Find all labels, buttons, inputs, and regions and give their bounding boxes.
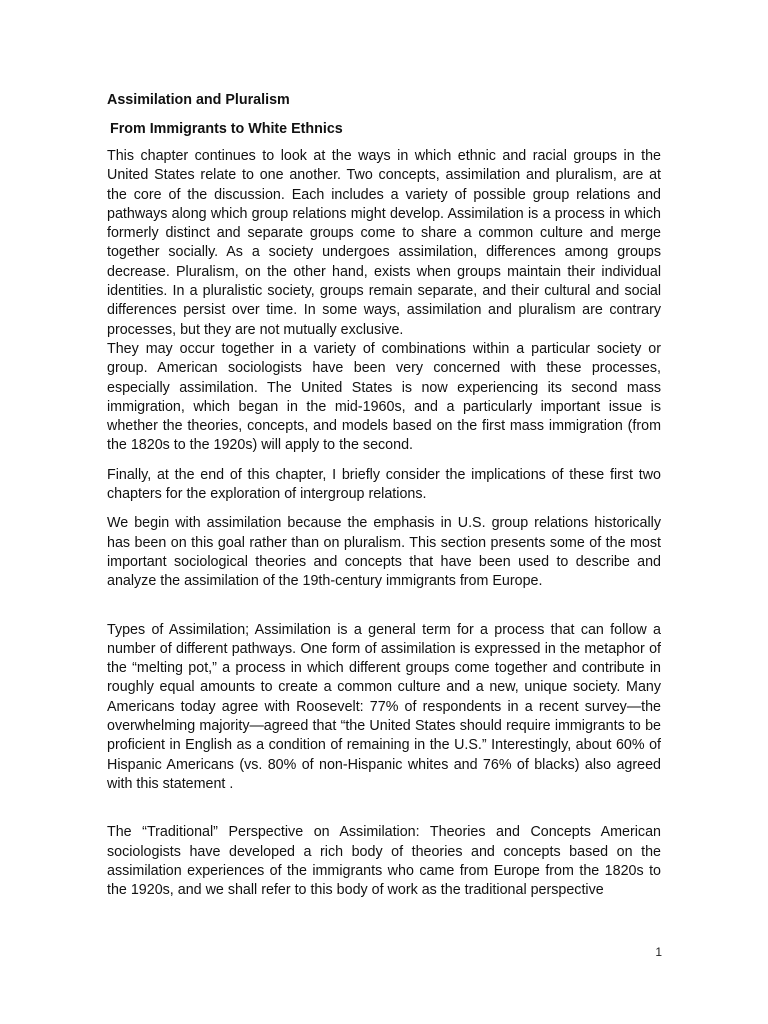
document-title: Assimilation and Pluralism — [107, 92, 290, 108]
document-subtitle: From Immigrants to White Ethnics — [110, 121, 343, 137]
paragraph-traditional-perspective: The “Traditional” Perspective on Assimilation: Theories and Concepts American sociologists have developed a rich body of theories and concepts based on the assimilation experiences of the immigrants who came from Europe from the 1820s to the 1920s, and we shall refer to this body of work as the traditional perspective — [107, 824, 661, 899]
paragraph-finally: Finally, at the end of this chapter, I briefly consider the implications of these first two chapters for the exploration of intergroup relations. — [107, 466, 661, 503]
paragraph-begin-assimilation: We begin with assimilation because the emphasis in U.S. group relations historically has been on this goal rather than on pluralism. This section presents some of the most important sociological theories and concepts that have been used to describe and analyze the assimilation of the 19th-century immigrants from Europe. — [107, 515, 661, 590]
paragraph-types-of-assimilation: Types of Assimilation; Assimilation is a general term for a process that can follow a number of different pathways. One form of assimilation is expressed in the metaphor of the “melting pot,” a process in which different groups come together and contribute in roughly equal amounts to create a common culture and a new, unique society. Many Americans today agree with Roosevelt: 77% of respondents in a recent survey—the overwhelming majority—agreed that “the United States should require immigrants to be proficient in English as a condition of remaining in the U.S.” Interestingly, about 60% of Hispanic Americans (vs. 80% of non-Hispanic whites and 76% of blacks) also agreed with this statement . — [107, 621, 661, 792]
paragraph-combinations: They may occur together in a variety of combinations within a particular society or group. American sociologists have been very concerned with these processes, especially assimilation. The United States is now experiencing its second mass immigration, which began in the mid-1960s, and a particularly important issue is whether the theories, concepts, and models based on the first mass immigration (from the 1820s to the 1920s) will apply to the second. — [107, 340, 661, 454]
page-number: 1 — [655, 945, 662, 959]
page-content — [107, 91, 661, 900]
paragraph-intro: This chapter continues to look at the ways in which ethnic and racial groups in the United States relate to one another. Two concepts, assimilation and pluralism, are at the core of the discussion. Each includes a variety of possible group relations and pathways along which group relations might develop. Assimilation is a process in which formerly distinct and separate groups come to share a common culture and merge together socially. As a society undergoes assimilation, differences among groups decrease. Pluralism, on the other hand, exists when groups maintain their individual identities. In a pluralistic society, groups remain separate, and their cultural and social differences persist over time. In some ways, assimilation and pluralism are contrary processes, but they are not mutually exclusive. — [107, 148, 661, 338]
